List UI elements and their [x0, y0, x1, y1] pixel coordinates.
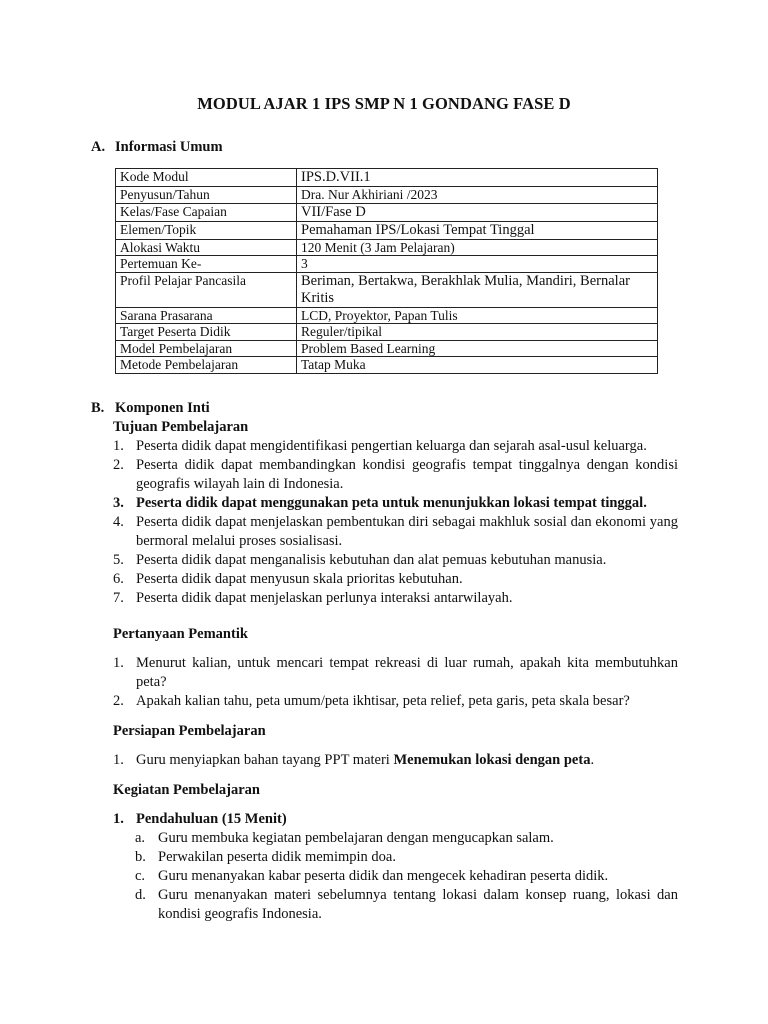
item-number: 7.: [113, 590, 124, 606]
table-value: Dra. Nur Akhiriani /2023: [297, 187, 658, 204]
table-key: Elemen/Topik: [116, 221, 297, 239]
document-title: MODUL AJAR 1 IPS SMP N 1 GONDANG FASE D: [197, 94, 571, 113]
item-text: Guru menanyakan kabar peserta didik dan mengecek kehadiran peserta didik.: [158, 868, 609, 884]
list-item: [113, 456, 678, 494]
list-item: [113, 751, 678, 770]
table-row: [116, 169, 658, 187]
item-number: 1.: [113, 438, 124, 454]
list-item: [113, 867, 678, 886]
table-key: Metode Pembelajaran: [116, 357, 297, 374]
pemantik-heading: Pertanyaan Pemantik: [113, 626, 248, 642]
phase-item: [113, 810, 678, 829]
tujuan-heading: Tujuan Pembelajaran: [113, 419, 249, 435]
list-item: [113, 829, 678, 848]
phase-title: Pendahuluan (15 Menit): [136, 811, 287, 827]
item-text: Peserta didik dapat menganalisis kebutuhan dan alat pemuas kebutuhan manusia.: [136, 552, 607, 568]
list-item: [113, 494, 678, 513]
pemantik-list: [113, 654, 678, 711]
list-item: [113, 848, 678, 867]
section-letter: B.: [91, 400, 105, 416]
item-number: 1.: [113, 752, 124, 768]
table-row: [116, 272, 658, 307]
table-row: [116, 239, 658, 256]
persiapan-heading: Persiapan Pembelajaran: [113, 723, 266, 739]
table-row: [116, 221, 658, 239]
persiapan-list: [113, 751, 678, 770]
table-row: [116, 340, 658, 357]
table-row: [116, 307, 658, 324]
list-item: [113, 551, 678, 570]
item-text: Peserta didik dapat menyusun skala prioritas kebutuhan.: [136, 571, 463, 587]
item-number: 2.: [113, 457, 124, 473]
section-a-heading: [91, 139, 223, 156]
item-number: b.: [135, 849, 146, 865]
item-number: 1.: [113, 811, 124, 827]
item-text: Menurut kalian, untuk mencari tempat rekreasi di luar rumah, apakah kita membutuhkan peta?: [136, 655, 678, 690]
table-value: 120 Menit (3 Jam Pelajaran): [297, 239, 658, 256]
item-text: Peserta didik dapat menjelaskan pembentukan diri sebagai makhluk sosial dan ekonomi yang bermoral melalui proses sosialisasi.: [136, 514, 678, 549]
list-item: [113, 589, 678, 608]
table-row: [116, 324, 658, 341]
info-table: [115, 168, 658, 374]
table-key: Penyusun/Tahun: [116, 187, 297, 204]
table-value: IPS.D.VII.1: [297, 169, 658, 187]
table-value: LCD, Proyektor, Papan Tulis: [297, 307, 658, 324]
section-letter: A.: [91, 139, 106, 155]
item-number: a.: [135, 830, 146, 846]
section-title: Informasi Umum: [115, 139, 223, 155]
item-number: 3.: [113, 495, 124, 511]
item-number: 6.: [113, 571, 124, 587]
table-row: [116, 256, 658, 273]
table-value: Problem Based Learning: [297, 340, 658, 357]
table-row: [116, 203, 658, 221]
kegiatan-block: [113, 781, 678, 924]
persiapan-block: [113, 722, 678, 770]
table-value: Tatap Muka: [297, 357, 658, 374]
item-number: d.: [135, 887, 146, 903]
item-text: Guru menyiapkan bahan tayang PPT materi: [136, 752, 394, 768]
list-item: [113, 654, 678, 692]
tujuan-list: [113, 437, 678, 608]
table-key: Alokasi Waktu: [116, 239, 297, 256]
table-row: [116, 187, 658, 204]
item-number: c.: [135, 868, 146, 884]
section-b-heading: [91, 400, 210, 417]
item-number: 4.: [113, 514, 124, 530]
table-value: Reguler/tipikal: [297, 324, 658, 341]
table-key: Kode Modul: [116, 169, 297, 187]
item-text: Peserta didik dapat membandingkan kondisi geografis tempat tinggalnya dengan kondisi geografis wilayah lain di Indonesia.: [136, 457, 678, 492]
table-value: VII/Fase D: [297, 203, 658, 221]
tujuan-block: [113, 418, 678, 608]
list-item: [113, 513, 678, 551]
list-item: [113, 437, 678, 456]
table-key: Kelas/Fase Capaian: [116, 203, 297, 221]
item-text: Apakah kalian tahu, peta umum/peta ikhtisar, peta relief, peta garis, peta skala besar?: [136, 693, 630, 709]
item-number: 1.: [113, 655, 124, 671]
item-text-end: .: [590, 752, 595, 768]
item-number: 2.: [113, 693, 124, 709]
table-key: Profil Pelajar Pancasila: [116, 272, 297, 307]
pendahuluan-list: [113, 829, 678, 924]
item-text: Guru menanyakan materi sebelumnya tentang lokasi dalam konsep ruang, lokasi dan kondisi geografis Indonesia.: [158, 887, 678, 922]
table-key: Target Peserta Didik: [116, 324, 297, 341]
item-text: Guru membuka kegiatan pembelajaran dengan mengucapkan salam.: [158, 830, 554, 846]
table-value: Pemahaman IPS/Lokasi Tempat Tinggal: [297, 221, 658, 239]
item-number: 5.: [113, 552, 124, 568]
table-value: 3: [297, 256, 658, 273]
table-row: [116, 357, 658, 374]
item-text: Peserta didik dapat menggunakan peta untuk menunjukkan lokasi tempat tinggal.: [136, 495, 647, 511]
kegiatan-list: [113, 810, 678, 829]
section-title: Komponen Inti: [115, 400, 210, 416]
kegiatan-heading: Kegiatan Pembelajaran: [113, 782, 260, 798]
table-value: Beriman, Bertakwa, Berakhlak Mulia, Mandiri, Bernalar Kritis: [297, 272, 658, 307]
list-item: [113, 886, 678, 924]
item-text-bold: Menemukan lokasi dengan peta: [393, 752, 591, 768]
pemantik-block: [113, 625, 678, 711]
table-key: Model Pembelajaran: [116, 340, 297, 357]
table-key: Pertemuan Ke-: [116, 256, 297, 273]
item-text: Peserta didik dapat mengidentifikasi pengertian keluarga dan sejarah asal-usul keluarga.: [136, 438, 647, 454]
item-text: Perwakilan peserta didik memimpin doa.: [158, 849, 396, 865]
list-item: [113, 570, 678, 589]
table-key: Sarana Prasarana: [116, 307, 297, 324]
item-text: Peserta didik dapat menjelaskan perlunya interaksi antarwilayah.: [136, 590, 513, 606]
list-item: [113, 692, 678, 711]
